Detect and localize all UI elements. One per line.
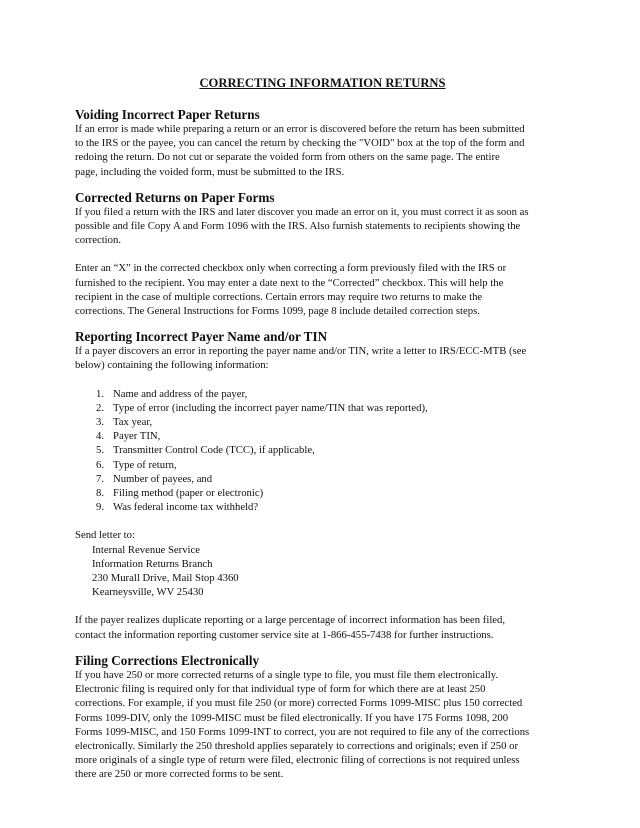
information-list [75,387,570,515]
paragraph-line: If a payer discovers an error in reporting the payer name and/or TIN, write a letter to IRS/ECC-MTB (see [75,345,527,358]
address-line: 230 Murall Drive, Mail Stop 4360 [92,572,239,585]
paragraph-line: below) containing the following information: [75,359,269,372]
send-letter-label: Send letter to: [75,529,135,542]
paragraph-line: corrections. For example, if you must file 250 (or more) corrected Forms 1099-MISC plus 150 corrected [75,697,523,710]
list-item: 9. Was federal income tax withheld? [95,501,259,514]
document-page [75,76,570,782]
paragraph-line: contact the information reporting customer service site at 1-866-455-7438 for further instructions. [75,628,494,641]
paragraph-line: furnished to the recipient. You may enter a date next to the “Corrected” checkbox. This will help the [75,276,504,289]
list-item: 8. Filing method (paper or electronic) [95,487,264,500]
paragraph-line: If the payer realizes duplicate reporting or a large percentage of incorrect information has been filed, [75,614,506,627]
list-item: 1. Name and address of the payer, [95,387,248,400]
paragraph-line: If an error is made while preparing a return or an error is discovered before the return has been submitted [75,123,525,135]
paragraph-line: page, including the voided form, must be submitted to the IRS. [75,165,345,178]
section-heading: Corrected Returns on Paper Forms [75,189,275,205]
paragraph-line: redoing the return. Do not cut or separate the voided form from others on the same page. The entire [75,151,500,164]
paragraph-line: If you filed a return with the IRS and later discover you made an error on it, you must correct it as soon as [75,205,529,218]
address-line: Kearneysville, WV 25430 [92,586,204,599]
paragraph-line: correction. [75,234,121,247]
list-item: 7. Number of payees, and [95,472,213,485]
paragraph-line: Electronic filing is required only for that individual type of form for which there are at least 250 [75,683,486,696]
paragraph-line: more originals of a single type of return were filed, electronic filing of corrections is not required unless [75,754,520,767]
address-line: Internal Revenue Service [92,543,201,556]
section-heading: Filing Corrections Electronically [75,652,260,668]
section-heading: Reporting Incorrect Payer Name and/or TIN [75,329,328,345]
paragraph-line: there are 250 or more corrected forms to be sent. [75,768,284,781]
address-line: Information Returns Branch [92,557,213,570]
list-item: 6. Type of return, [95,458,177,471]
list-item: 2. Type of error (including the incorrect payer name/TIN that was reported), [95,401,428,414]
section-heading: Voiding Incorrect Paper Returns [75,107,260,122]
paragraph-line: electronically. Similarly the 250 threshold applies separately to corrections and originals; even if 250 or [75,739,519,752]
section-voiding [75,107,570,179]
paragraph-line: corrections. The General Instructions for Forms 1099, page 8 include detailed correction steps. [75,305,480,318]
list-item: 4. Payer TIN, [95,430,161,443]
paragraph-line: Forms 1099-DIV, only the 1099-MISC must be filed electronically. If you have 175 Forms 1098, 200 [75,711,509,724]
section-payer-name-tin [75,329,570,642]
paragraph-line: possible and file Copy A and Form 1096 with the IRS. Also furnish statements to recipients showing the [75,220,521,233]
list-item: 3. Tax year, [95,416,153,429]
paragraph-line: If you have 250 or more corrected returns of a single type to file, you must file them electronically. [75,668,499,681]
paragraph-line: Forms 1099-MISC, and 150 Forms 1099-INT to correct, you are not required to file any of the corrections [75,725,530,738]
page-title: CORRECTING INFORMATION RETURNS [199,76,446,90]
list-item: 5. Transmitter Control Code (TCC), if applicable, [95,444,315,457]
mailing-address [75,543,570,600]
paragraph-line: to the IRS or the payee, you can cancel the return by checking the "VOID" box at the top of the form and [75,137,525,150]
section-electronic-corrections [75,653,570,782]
paragraph-line: recipient in the case of multiple corrections. Certain errors may require two returns to make the [75,290,483,303]
section-corrected-returns [75,190,570,318]
paragraph-line: Enter an “X” in the corrected checkbox only when correcting a form previously filed with the IRS or [75,262,507,275]
